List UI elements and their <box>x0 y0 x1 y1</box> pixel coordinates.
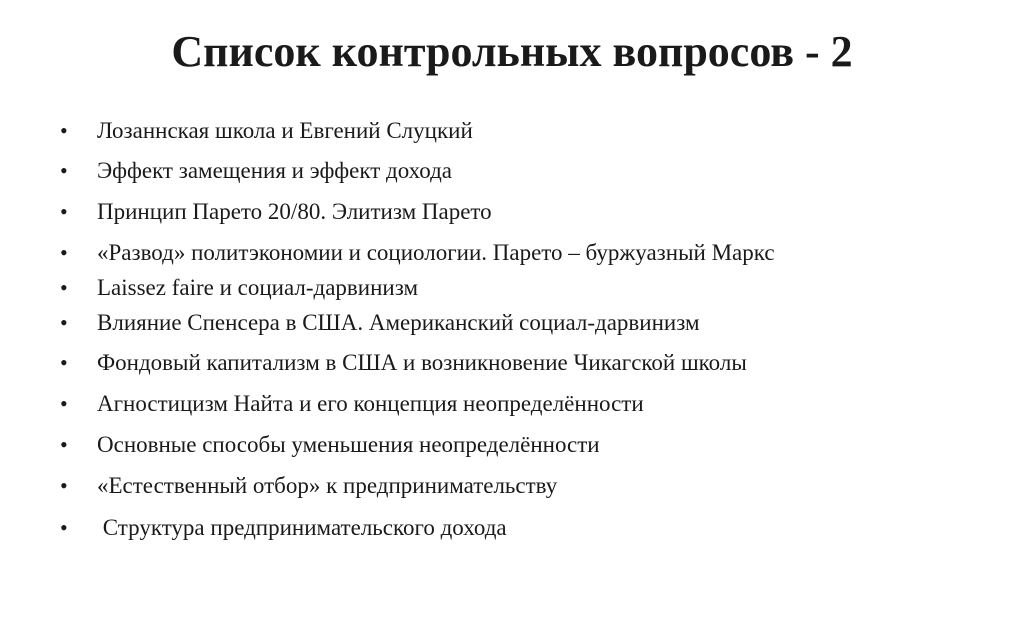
list-item-text: «Развод» политэкономии и социологии. Парето – буржуазный Маркс <box>97 240 775 265</box>
bullet-icon: • <box>60 391 68 416</box>
list-item-text: Структура предпринимательского дохода <box>97 515 507 540</box>
list-item-text: «Естественный отбор» к предпринимательству <box>97 473 558 498</box>
bullet-icon: • <box>60 275 68 300</box>
list-item-text: Laissez faire и социал-дарвинизм <box>97 275 419 300</box>
slide-title: Список контрольных вопросов - 2 <box>171 27 853 76</box>
bullet-icon: • <box>60 118 68 143</box>
bullet-icon: • <box>60 240 68 265</box>
list-item-text: Принцип Парето 20/80. Элитизм Парето <box>97 199 492 224</box>
list-item-text: Основные способы уменьшения неопределённости <box>97 432 600 457</box>
list-item-text: Фондовый капитализм в США и возникновение Чикагской школы <box>97 350 747 375</box>
list-item-text: Влияние Спенсера в США. Американский социал-дарвинизм <box>97 310 700 335</box>
bullet-icon: • <box>60 199 68 224</box>
list-item-text: Эффект замещения и эффект дохода <box>97 158 453 183</box>
bullet-icon: • <box>60 515 68 540</box>
bullet-icon: • <box>60 310 68 335</box>
bullet-icon: • <box>60 473 68 498</box>
bullet-icon: • <box>60 432 68 457</box>
list-item-text: Агностицизм Найта и его концепция неопределённости <box>97 391 644 416</box>
bullet-icon: • <box>60 158 68 183</box>
bullet-icon: • <box>60 350 68 375</box>
list-item-text: Лозаннская школа и Евгений Слуцкий <box>97 118 473 143</box>
